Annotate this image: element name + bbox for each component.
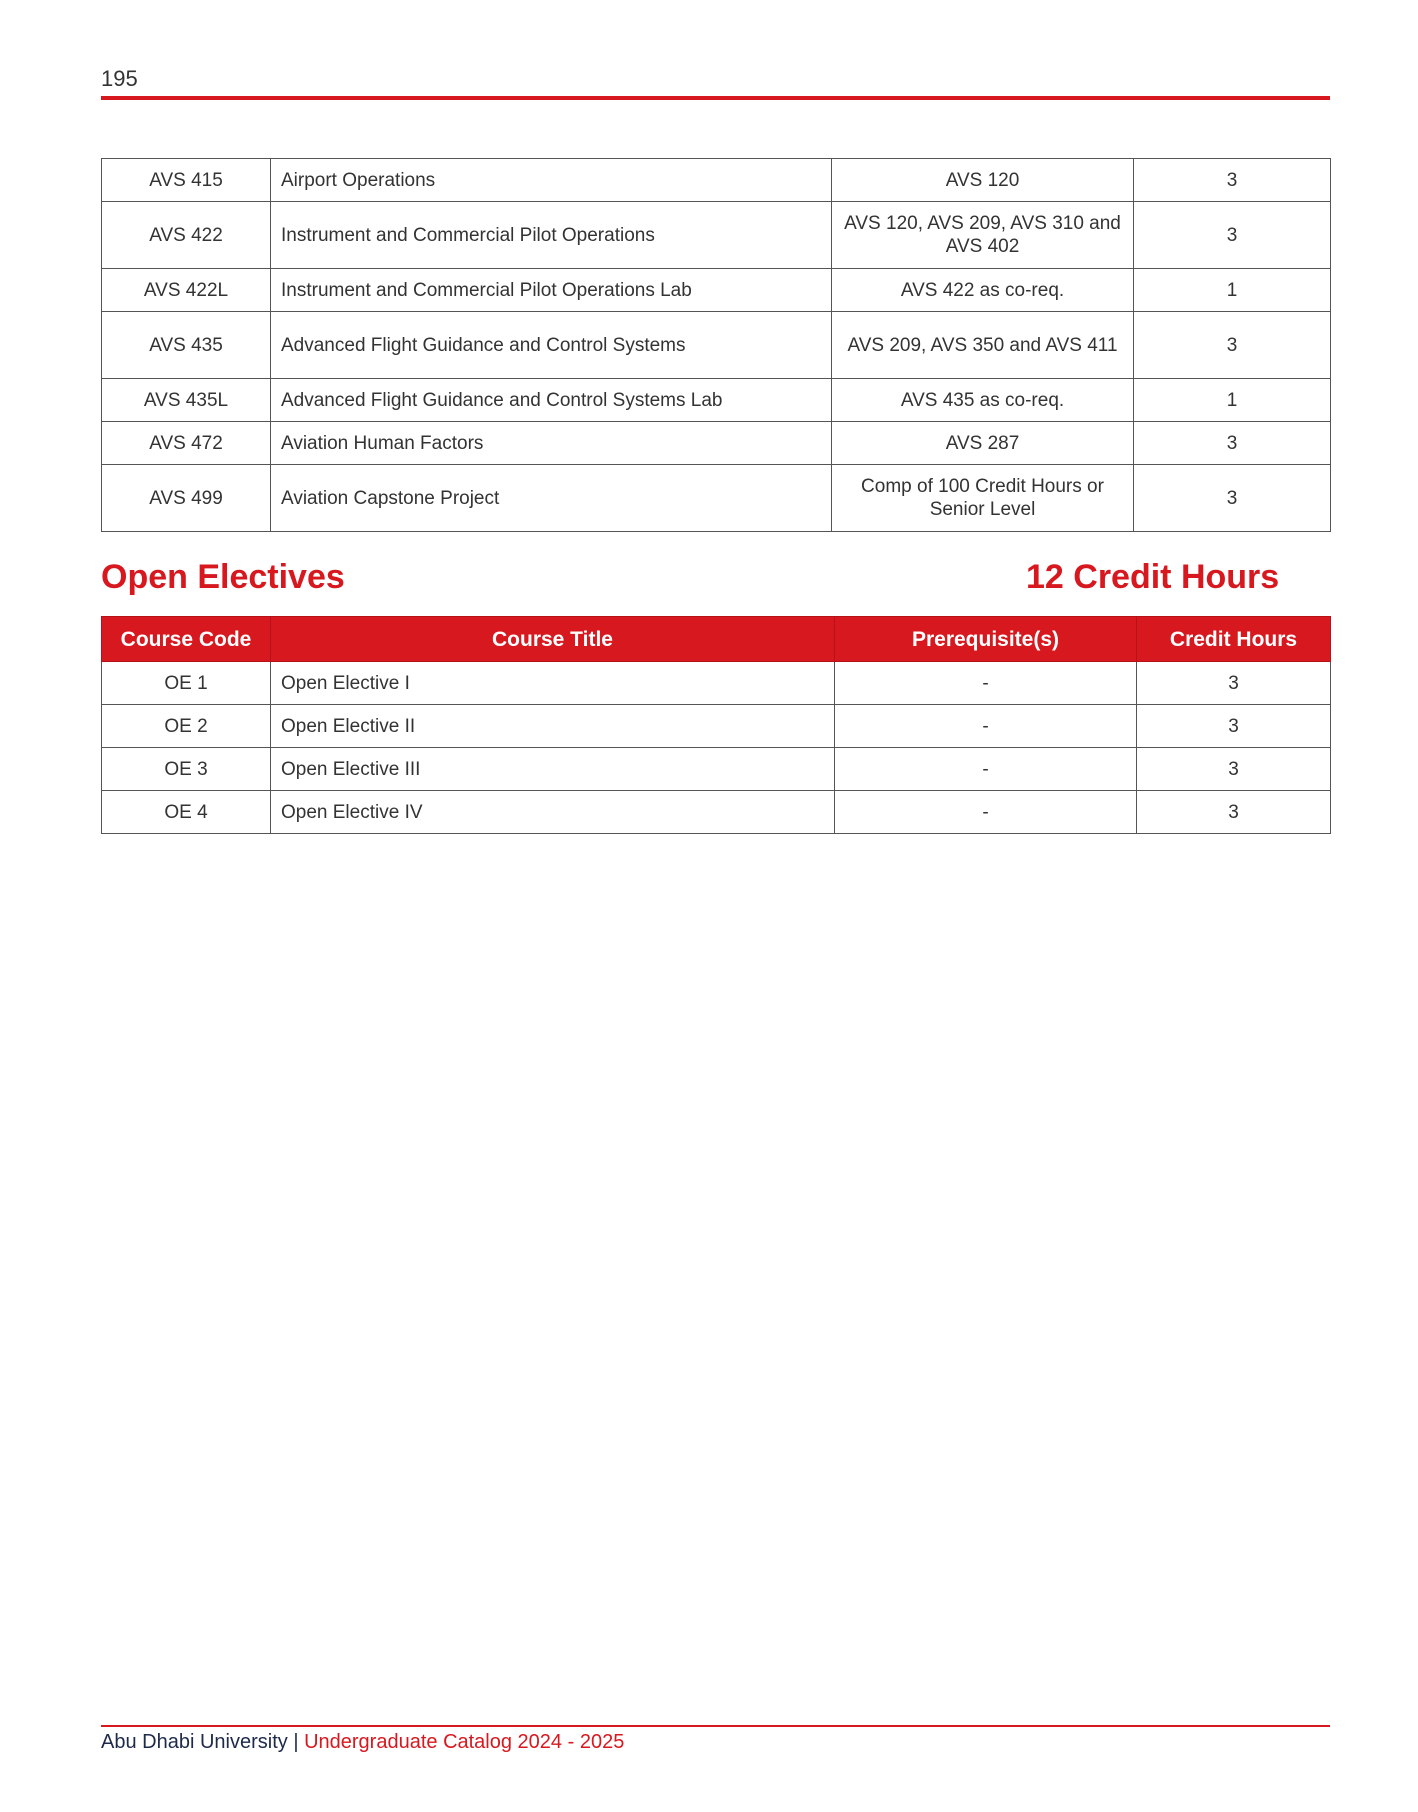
footer-university: Abu Dhabi University — [101, 1731, 288, 1753]
course-credits: 1 — [1134, 269, 1331, 312]
section-credit-hours: 12 Credit Hours — [1026, 558, 1280, 596]
open-electives-table — [101, 616, 1331, 834]
header-course-code: Course Code — [102, 617, 271, 662]
course-prereq: - — [835, 662, 1137, 705]
course-code: OE 3 — [102, 748, 271, 791]
header-prerequisites: Prerequisite(s) — [835, 617, 1137, 662]
course-title: Open Elective II — [271, 705, 835, 748]
course-credits: 3 — [1134, 312, 1331, 379]
course-title: Open Elective III — [271, 748, 835, 791]
course-code: AVS 422L — [102, 269, 271, 312]
course-prereq: AVS 120, AVS 209, AVS 310 and AVS 402 — [832, 202, 1134, 269]
header-course-title: Course Title — [271, 617, 835, 662]
course-code: AVS 472 — [102, 422, 271, 465]
course-prereq: AVS 120 — [832, 159, 1134, 202]
course-prereq: Comp of 100 Credit Hours or Senior Level — [832, 465, 1134, 532]
course-code: OE 1 — [102, 662, 271, 705]
course-prereq: - — [835, 748, 1137, 791]
header-credit-hours: Credit Hours — [1137, 617, 1331, 662]
course-credits: 3 — [1134, 422, 1331, 465]
table-header-row — [102, 617, 1331, 662]
course-title: Instrument and Commercial Pilot Operations — [271, 202, 832, 269]
table-row — [102, 748, 1331, 791]
course-credits: 3 — [1134, 159, 1331, 202]
footer-catalog: Undergraduate Catalog 2024 - 2025 — [304, 1731, 625, 1753]
course-credits: 3 — [1134, 202, 1331, 269]
course-prereq: - — [835, 705, 1137, 748]
page-number: 195 — [101, 66, 138, 91]
footer-separator: | — [293, 1731, 299, 1753]
course-title: Aviation Capstone Project — [271, 465, 832, 532]
course-credits: 3 — [1137, 748, 1331, 791]
course-title: Advanced Flight Guidance and Control Systems Lab — [271, 379, 832, 422]
course-title: Advanced Flight Guidance and Control Systems — [271, 312, 832, 379]
course-prereq: AVS 287 — [832, 422, 1134, 465]
table-row — [102, 705, 1331, 748]
course-code: OE 2 — [102, 705, 271, 748]
course-credits: 3 — [1134, 465, 1331, 532]
course-prereq: AVS 435 as co-req. — [832, 379, 1134, 422]
courses-table — [101, 158, 1331, 532]
course-credits: 1 — [1134, 379, 1331, 422]
table-row — [102, 465, 1331, 532]
course-code: AVS 435L — [102, 379, 271, 422]
table-row — [102, 379, 1331, 422]
course-credits: 3 — [1137, 791, 1331, 834]
table-row — [102, 269, 1331, 312]
course-prereq: - — [835, 791, 1137, 834]
course-title: Aviation Human Factors — [271, 422, 832, 465]
course-code: AVS 435 — [102, 312, 271, 379]
course-title: Open Elective I — [271, 662, 835, 705]
table-row — [102, 159, 1331, 202]
header-divider — [101, 96, 1330, 100]
course-title: Instrument and Commercial Pilot Operations Lab — [271, 269, 832, 312]
section-title: Open Electives — [101, 558, 345, 596]
table-row — [102, 312, 1331, 379]
course-code: OE 4 — [102, 791, 271, 834]
course-title: Airport Operations — [271, 159, 832, 202]
course-prereq: AVS 422 as co-req. — [832, 269, 1134, 312]
table-row — [102, 202, 1331, 269]
table-row — [102, 662, 1331, 705]
course-code: AVS 415 — [102, 159, 271, 202]
footer — [101, 1731, 624, 1754]
course-title: Open Elective IV — [271, 791, 835, 834]
table-row — [102, 791, 1331, 834]
course-credits: 3 — [1137, 662, 1331, 705]
course-code: AVS 499 — [102, 465, 271, 532]
table-row — [102, 422, 1331, 465]
course-prereq: AVS 209, AVS 350 and AVS 411 — [832, 312, 1134, 379]
footer-divider — [101, 1725, 1330, 1727]
course-code: AVS 422 — [102, 202, 271, 269]
course-credits: 3 — [1137, 705, 1331, 748]
